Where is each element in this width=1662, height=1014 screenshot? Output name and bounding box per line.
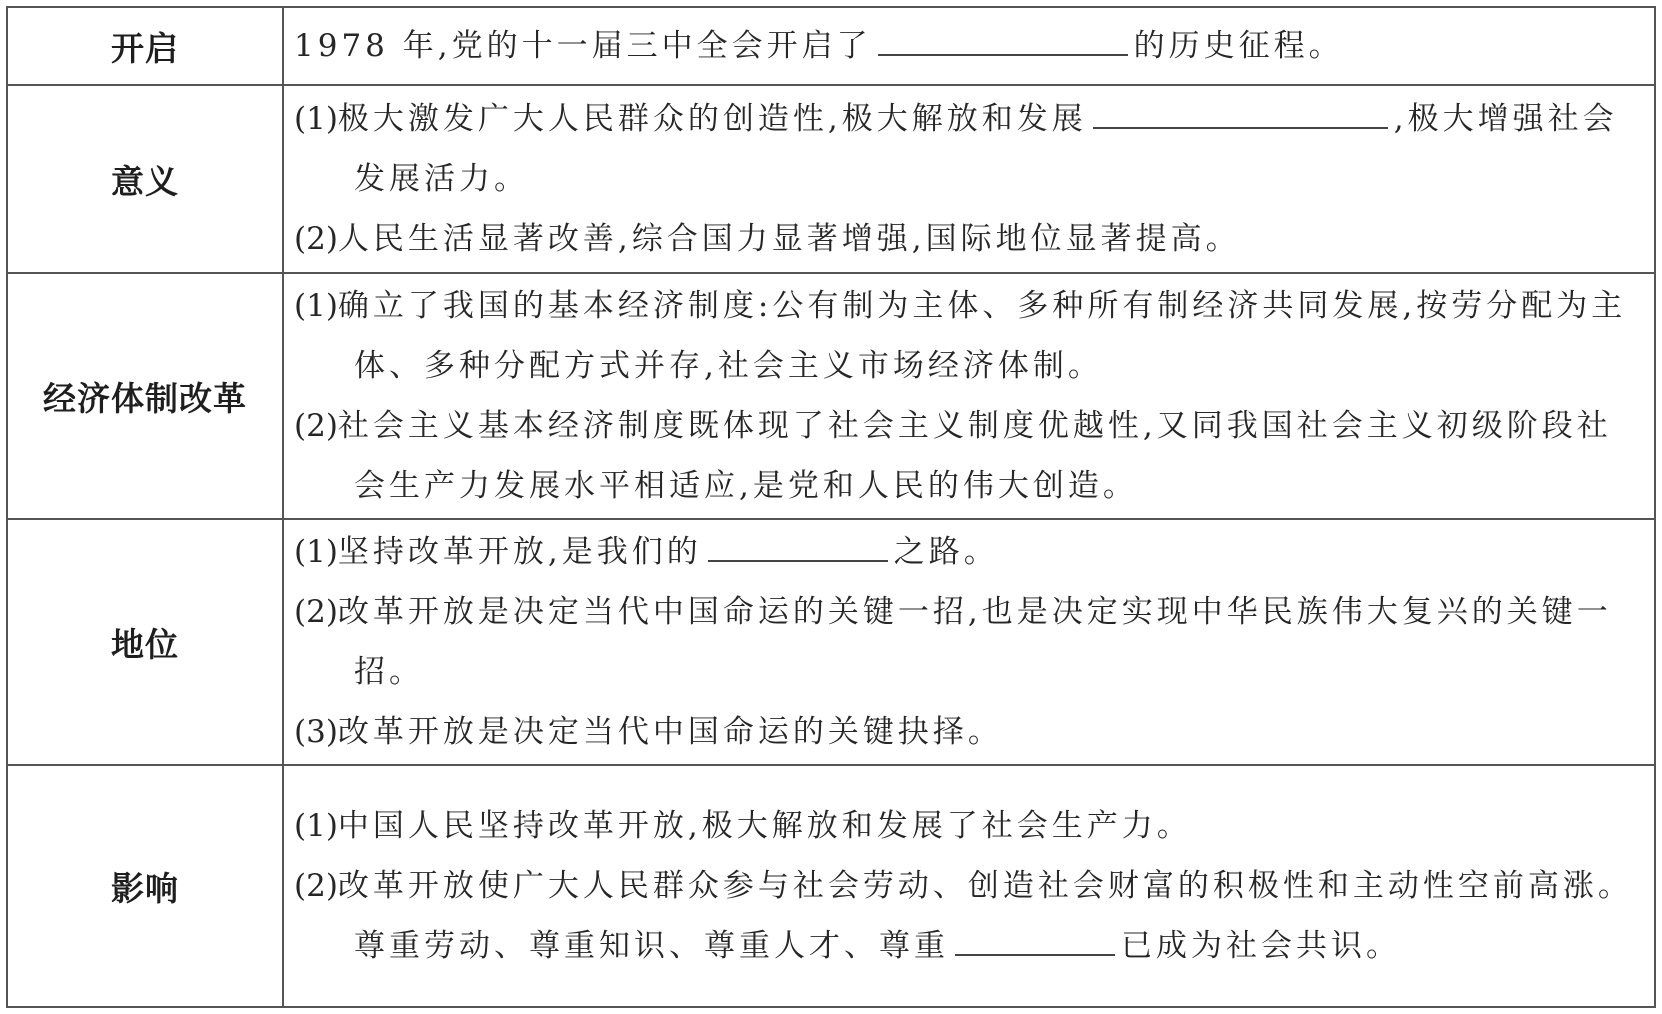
row-label: 意义	[7, 85, 283, 273]
list-item	[294, 396, 1646, 516]
table-row-yingxiang	[7, 765, 1655, 1007]
content-text: 已成为社会共识。	[1121, 928, 1401, 964]
content-text: ,极大增强社会发展活力。	[354, 101, 1618, 197]
list-item	[294, 276, 1646, 396]
row-content	[283, 273, 1655, 519]
content-text: 极大激发广大人民群众的创造性,极大解放和发展	[337, 101, 1087, 137]
table-row-yiyi	[7, 85, 1655, 273]
row-content	[283, 7, 1655, 85]
list-item	[294, 856, 1646, 976]
row-label: 地位	[7, 519, 283, 765]
list-item	[294, 702, 1646, 762]
content-text: 坚持改革开放,是我们的	[337, 534, 702, 570]
row-content	[283, 765, 1655, 1007]
content-text: 确立了我国的基本经济制度:公有制为主体、多种所有制经济共同发展,按劳分配为主体、多种分配方式并存,社会主义市场经济体制。	[337, 288, 1627, 384]
row-label: 影响	[7, 765, 283, 1007]
content-text: 改革开放是决定当代中国命运的关键一招,也是决定实现中华民族伟大复兴的关键一招。	[337, 594, 1612, 690]
item-number: (2)	[294, 868, 338, 904]
summary-table	[6, 6, 1656, 1008]
content-text: 人民生活显著改善,综合国力显著增强,国际地位显著提高。	[337, 221, 1241, 257]
content-text: 改革开放是决定当代中国命运的关键抉择。	[337, 714, 1003, 750]
content-text: 社会主义基本经济制度既体现了社会主义制度优越性,又同我国社会主义初级阶段社会生产力发展水平相适应,是党和人民的伟大创造。	[337, 408, 1612, 504]
item-number: (1)	[294, 101, 338, 137]
table-row-jingji	[7, 273, 1655, 519]
content-text: 之路。	[893, 534, 999, 570]
list-item	[294, 582, 1646, 702]
list-item	[294, 522, 1646, 582]
item-number: (2)	[294, 594, 338, 630]
item-number: (1)	[294, 808, 338, 844]
item-number: (3)	[294, 714, 338, 750]
fill-in-blank	[708, 532, 888, 562]
fill-in-blank	[878, 26, 1128, 56]
row-label: 开启	[7, 7, 283, 85]
item-number: (2)	[294, 408, 338, 444]
content-text: 1978 年,党的十一届三中全会开启了	[294, 28, 872, 64]
item-number: (1)	[294, 288, 338, 324]
table-row-diwei	[7, 519, 1655, 765]
content-text: 的历史征程。	[1133, 28, 1344, 64]
content-text: 中国人民坚持改革开放,极大解放和发展了社会生产力。	[337, 808, 1192, 844]
content-text: 改革开放使广大人民群众参与社会劳动、创造社会财富的积极性和主动性空前高涨。尊重劳动、尊重知识、尊重人才、尊重	[337, 868, 1633, 964]
row-content	[283, 85, 1655, 273]
table-row-kaiqi	[7, 7, 1655, 85]
list-item	[294, 796, 1646, 856]
row-label: 经济体制改革	[7, 273, 283, 519]
list-item	[294, 209, 1646, 269]
fill-in-blank	[1093, 99, 1388, 129]
list-item	[294, 89, 1646, 209]
item-number: (2)	[294, 221, 338, 257]
item-number: (1)	[294, 534, 338, 570]
row-content	[283, 519, 1655, 765]
fill-in-blank	[955, 926, 1115, 956]
